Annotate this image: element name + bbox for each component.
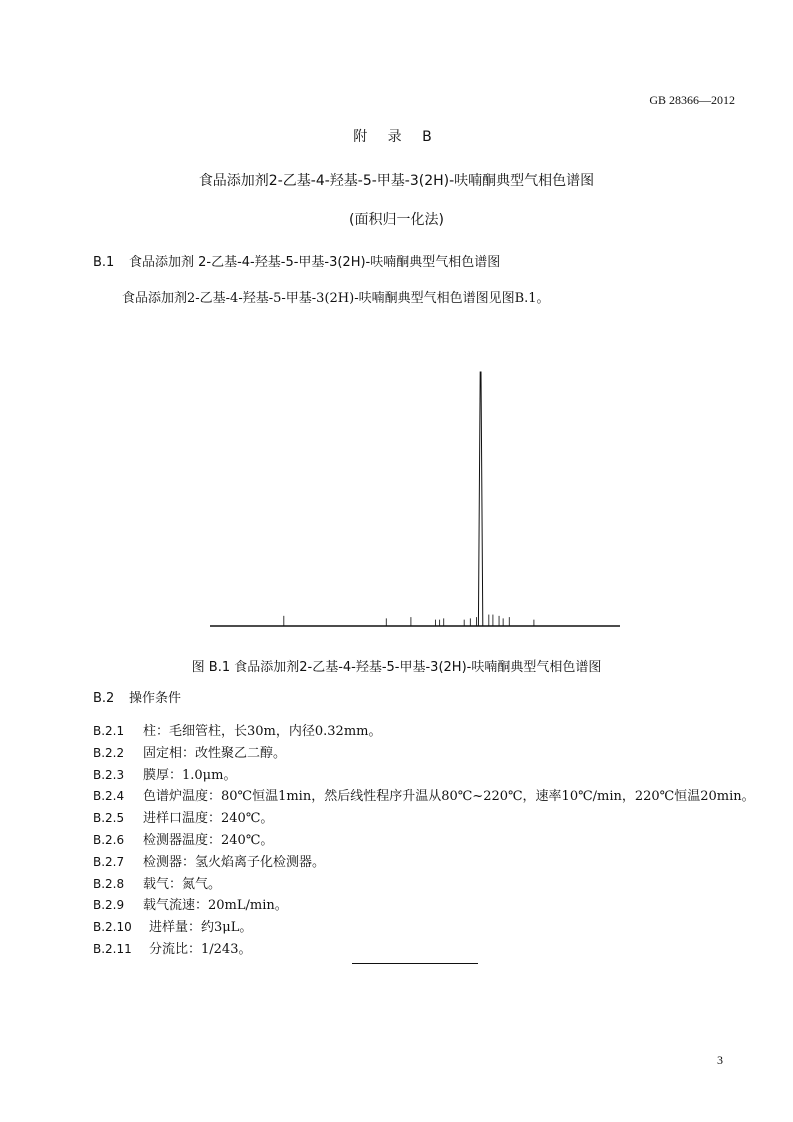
condition-text: 检测器温度：240℃。	[143, 833, 274, 848]
standard-number: GB 28366—2012	[649, 93, 735, 107]
condition-number: B.2.4	[93, 789, 125, 804]
chromatogram-chart	[200, 360, 630, 636]
condition-number: B.2.7	[93, 854, 125, 869]
end-rule	[352, 963, 478, 964]
condition-number: B.2.8	[93, 876, 125, 891]
section-b2-heading	[93, 687, 181, 706]
condition-item	[93, 807, 273, 826]
condition-item	[93, 916, 252, 935]
condition-number: B.2.1	[93, 724, 125, 738]
condition-item	[93, 938, 251, 957]
condition-text: 柱：毛细管柱，长30m，内径0.32mm。	[143, 724, 382, 739]
condition-number: B.2.9	[93, 898, 125, 913]
condition-text: 膜厚：1.0μm。	[143, 767, 237, 783]
condition-item	[93, 873, 221, 892]
condition-item	[93, 851, 325, 870]
condition-item	[93, 742, 286, 761]
section-b2-number: B.2	[93, 691, 115, 706]
condition-number: B.2.3	[93, 767, 125, 782]
section-b2-title: 操作条件	[129, 691, 182, 706]
main-peak	[478, 372, 482, 626]
condition-item	[93, 764, 236, 783]
section-b1-heading	[93, 251, 500, 270]
appendix-label: 附 录 B	[353, 129, 440, 145]
condition-number: B.2.6	[93, 833, 125, 847]
appendix-subtitle: (面积归一化法)	[349, 212, 444, 228]
section-b1-number: B.1	[93, 255, 115, 270]
condition-text: 载气流速：20mL/min。	[143, 898, 288, 914]
page-number: 3	[717, 1053, 723, 1067]
condition-item	[93, 894, 288, 913]
condition-text: 进样量：约3μL。	[149, 920, 253, 936]
condition-number: B.2.2	[93, 745, 125, 760]
section-b1-title: 食品添加剂 2-乙基-4-羟基-5-甲基-3(2H)-呋喃酮典型气相色谱图	[129, 255, 501, 270]
figure-caption: 图 B.1 食品添加剂2-乙基-4-羟基-5-甲基-3(2H)-呋喃酮典型气相色谱图	[191, 660, 602, 675]
condition-text: 固定相：改性聚乙二醇。	[143, 745, 287, 761]
condition-item	[93, 785, 755, 804]
appendix-title: 食品添加剂2-乙基-4-羟基-5-甲基-3(2H)-呋喃酮典型气相色谱图	[198, 173, 595, 189]
condition-text: 载气：氮气。	[143, 876, 222, 892]
condition-item	[93, 720, 381, 739]
condition-text: 检测器：氢火焰离子化检测器。	[143, 854, 326, 870]
section-b1-paragraph: 食品添加剂2-乙基-4-羟基-5-甲基-3(2H)-呋喃酮典型气相色谱图见图B.1。	[122, 291, 550, 306]
condition-item	[93, 829, 273, 848]
condition-number: B.2.5	[93, 811, 125, 826]
condition-number: B.2.11	[93, 942, 132, 956]
condition-text: 色谱炉温度：80℃恒温1min，然后线性程序升温从80℃~220℃，速率10℃/min，220℃恒温20min。	[143, 789, 755, 805]
condition-text: 进样口温度：240℃。	[143, 811, 274, 827]
condition-number: B.2.10	[93, 920, 132, 935]
condition-text: 分流比：1/243。	[149, 942, 252, 957]
